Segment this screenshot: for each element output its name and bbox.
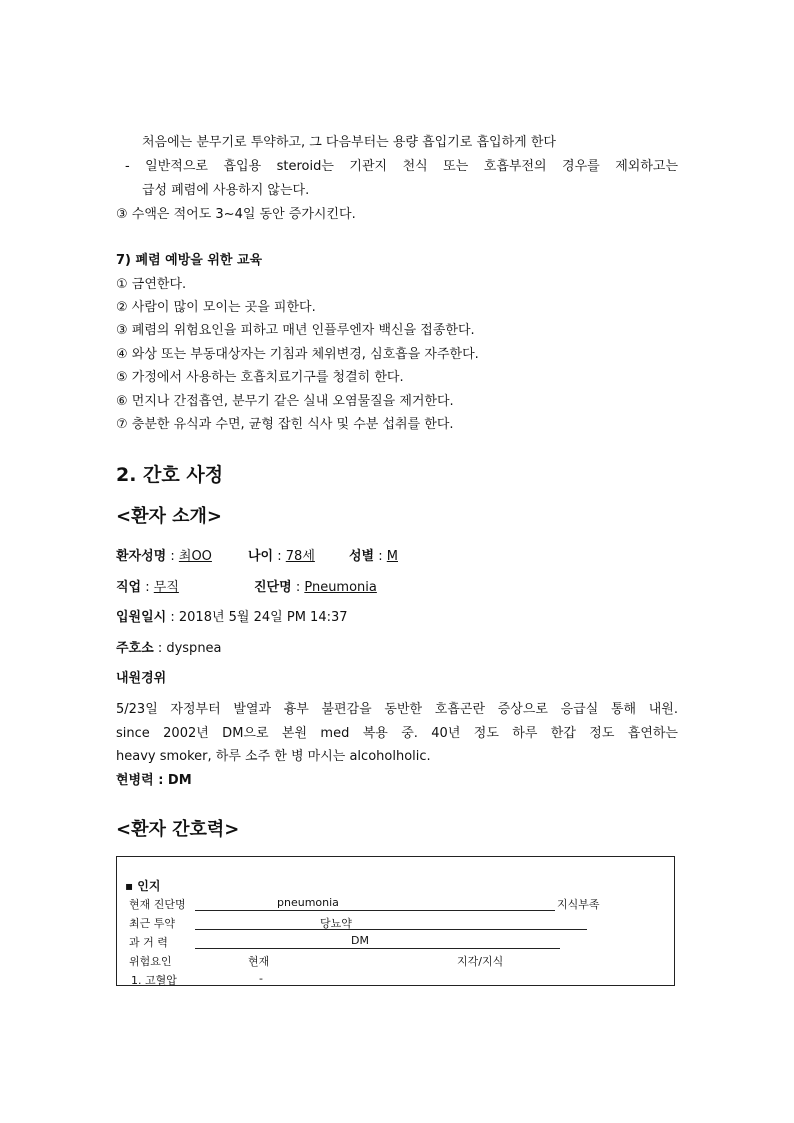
history-line: since 2002년 DM으로 본원 med 복용 중. 40년 정도 하루 한갑 정도 흡연하는 (116, 726, 678, 741)
history-title: 내원경위 (116, 671, 167, 686)
history-line: 5/23일 자정부터 발열과 흉부 불편감을 동반한 호흡곤란 증상으로 응급실 통해 내원. (116, 702, 678, 717)
paragraph-line: - 일반적으로 흡입용 steroid는 기관지 천식 또는 호흡부전의 경우를 제외하고는 (125, 159, 678, 174)
form-value: 당뇨약 (320, 917, 352, 930)
form-column-header: 지각/지식 (457, 955, 504, 968)
patient-info-row: 성별 : M (349, 549, 398, 564)
form-value: DM (351, 934, 369, 947)
patient-info-row: 환자성명 : 최OO (116, 549, 212, 564)
form-label: 1. 고혈압 (131, 974, 177, 987)
sex-value: M (386, 549, 398, 564)
chief-complaint-value: dyspnea (166, 641, 222, 656)
form-underline (195, 910, 555, 911)
section-heading: 7) 폐렴 예방을 위한 교육 (116, 253, 263, 268)
paragraph-line: ③ 수액은 적어도 3~4일 동안 증가시킨다. (116, 207, 356, 222)
form-value: pneumonia (277, 896, 339, 909)
list-item: ① 금연한다. (116, 277, 187, 292)
admission-value: 2018년 5월 24일 PM 14:37 (178, 610, 348, 625)
patient-info-row: 주호소 : dyspnea (116, 641, 222, 656)
form-section-label: ▪ 인지 (125, 879, 161, 893)
form-label: 위험요인 (129, 955, 172, 968)
form-column-header: 현재 (248, 955, 270, 968)
subsection-title: <환자 간호력> (116, 819, 240, 840)
form-label: 현재 진단명 (129, 898, 186, 911)
diagnosis-label: 진단명 (254, 580, 292, 595)
form-label: 과 거 력 (129, 936, 168, 949)
paragraph-line: 급성 폐렴에 사용하지 않는다. (142, 183, 310, 198)
name-label: 환자성명 (116, 549, 167, 564)
paragraph-line: 처음에는 분무기로 투약하고, 그 다음부터는 용량 흡입기로 흡입하게 한다 (142, 135, 556, 150)
form-value: - (259, 972, 263, 985)
form-underline (195, 948, 560, 949)
form-underline (195, 929, 587, 930)
admission-label: 입원일시 (116, 610, 167, 625)
job-label: 직업 (116, 580, 142, 595)
form-label: 최근 투약 (129, 917, 176, 930)
age-label: 나이 (248, 549, 274, 564)
list-item: ⑥ 먼지나 간접흡연, 분무기 같은 실내 오염물질을 제거한다. (116, 394, 454, 409)
page-title: 2. 간호 사정 (116, 464, 224, 486)
patient-info-row: 나이 : 78세 (248, 549, 315, 564)
history-line: heavy smoker, 하루 소주 한 병 마시는 alcoholholic. (116, 749, 431, 764)
subsection-title: <환자 소개> (116, 506, 222, 527)
age-value: 78세 (285, 549, 315, 564)
current-illness: 현병력 : DM (116, 773, 192, 788)
patient-info-row: 진단명 : Pneumonia (254, 580, 377, 595)
list-item: ③ 폐렴의 위험요인을 피하고 매년 인플루엔자 백신을 접종한다. (116, 323, 475, 338)
list-item: ⑤ 가정에서 사용하는 호흡치료기구를 청결히 한다. (116, 370, 404, 385)
patient-info-row: 직업 : 무직 (116, 580, 179, 595)
name-value: 최OO (178, 549, 212, 564)
job-value: 무직 (153, 580, 179, 595)
patient-info-row: 입원일시 : 2018년 5월 24일 PM 14:37 (116, 610, 348, 625)
form-value: 지식부족 (557, 898, 600, 911)
list-item: ② 사람이 많이 모이는 곳을 피한다. (116, 300, 316, 315)
form-underline (183, 985, 563, 986)
list-item: ⑦ 충분한 유식과 수면, 균형 잡힌 식사 및 수분 섭취를 한다. (116, 417, 454, 432)
chief-complaint-label: 주호소 (116, 641, 154, 656)
sex-label: 성별 (349, 549, 375, 564)
list-item: ④ 와상 또는 부동대상자는 기침과 체위변경, 심호흡을 자주한다. (116, 347, 479, 362)
diagnosis-value: Pneumonia (304, 580, 377, 595)
nursing-history-form (116, 856, 675, 986)
